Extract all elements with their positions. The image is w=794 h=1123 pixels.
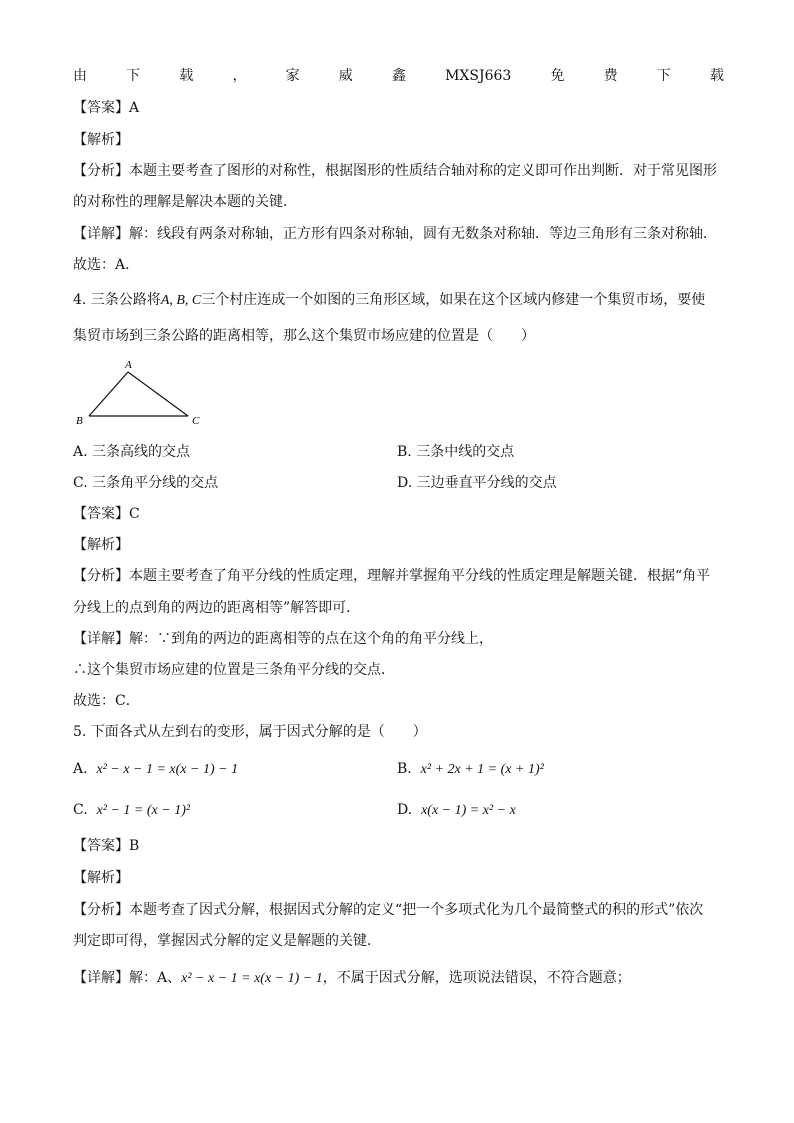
q4-xiangjie-line1: 【详解】解：∵到角的两边的距离相等的点在这个角的角平分线上，	[73, 631, 493, 647]
q4-stem-line2: 集贸市场到三条公路的距离相等，那么这个集贸市场应建的位置是（ ）	[73, 328, 535, 344]
q3-fenxi-line1: 【分析】本题主要考查了图形的对称性，根据图形的性质结合轴对称的定义即可作出判断．对于常见图形	[73, 163, 717, 179]
q5-fenxi-line2: 判定即可得，掌握因式分解的定义是解题的关键．	[73, 933, 381, 949]
q3-answer: 【答案】A	[73, 100, 140, 116]
header-char: 家	[285, 68, 300, 84]
q4-stem-suffix: 三个村庄连成一个如图的三角形区域，如果在这个区域内修建一个集贸市场，要使	[201, 292, 706, 308]
q5-option-d-label: D.	[397, 802, 413, 818]
header-char: 威	[338, 68, 353, 84]
header-watermark	[73, 66, 724, 86]
vertex-label-c: C	[192, 415, 200, 427]
q4-stem-line1	[73, 290, 724, 311]
q4-option-d: D. 三边垂直平分线的交点	[397, 475, 557, 491]
q4-stem-prefix: 4. 三条公路将	[73, 292, 161, 308]
q4-stem-math: A, B, C	[160, 293, 202, 308]
q5-option-c-expr: x² − 1 = (x − 1)²	[96, 803, 191, 818]
q5-option-d-expr: x(x − 1) = x² − x	[421, 803, 516, 818]
q4-xiangjie-line2: ∴这个集贸市场应建的位置是三条角平分线的交点．	[73, 662, 395, 678]
q5-option-c	[73, 800, 190, 821]
q4-option-a: A. 三条高线的交点	[73, 444, 191, 460]
q5-option-b-label: B.	[397, 761, 412, 777]
header-char: ，	[232, 68, 247, 84]
q4-jiexi: 【解析】	[73, 537, 129, 553]
q5-option-a	[73, 759, 238, 780]
q5-option-c-label: C.	[73, 802, 88, 818]
q3-choose: 故选：A．	[73, 257, 140, 273]
vertex-label-b: B	[76, 415, 83, 427]
q5-option-b	[397, 759, 544, 780]
q5-xiangjie-prefix: 【详解】解：A、	[73, 970, 182, 986]
vertex-label-a: A	[125, 359, 132, 371]
header-char: 载	[709, 68, 724, 84]
header-char: 由	[73, 68, 87, 84]
q5-option-b-expr: x² + 2x + 1 = (x + 1)²	[420, 762, 544, 777]
q5-xiangjie-expr: x² − x − 1 = x(x − 1) − 1	[181, 971, 323, 986]
q5-option-d	[397, 800, 516, 821]
header-char: 鑫	[391, 68, 406, 84]
q5-jiexi: 【解析】	[73, 870, 129, 886]
q4-choose: 故选：C．	[73, 693, 140, 709]
triangle-figure	[70, 356, 220, 434]
header-char: 免	[550, 68, 565, 84]
header-char: MXSJ663	[445, 68, 512, 84]
q3-xiangjie: 【详解】解：线段有两条对称轴，正方形有四条对称轴，圆有无数条对称轴．等边三角形有三条对称轴．	[73, 226, 717, 242]
q4-answer: 【答案】C	[73, 506, 140, 522]
header-char: 费	[603, 68, 618, 84]
q4-option-b: B. 三条中线的交点	[397, 444, 515, 460]
q4-option-c: C. 三条角平分线的交点	[73, 475, 219, 491]
q5-stem: 5. 下面各式从左到右的变形，属于因式分解的是（ ）	[73, 724, 427, 740]
q5-option-a-expr: x² − x − 1 = x(x − 1) − 1	[96, 762, 239, 777]
header-char: 下	[656, 68, 671, 84]
header-char: 下	[126, 68, 141, 84]
q5-xiangjie-suffix: ，不属于因式分解，选项说法错误，不符合题意；	[322, 970, 631, 986]
q5-option-a-label: A.	[73, 761, 88, 777]
q3-fenxi-line2: 的对称性的理解是解决本题的关键．	[73, 194, 297, 210]
q5-xiangjie	[73, 968, 724, 989]
q4-fenxi-line1: 【分析】本题主要考查了角平分线的性质定理，理解并掌握角平分线的性质定理是解题关键．根据“角平	[73, 568, 711, 584]
header-char: 载	[179, 68, 194, 84]
q5-answer: 【答案】B	[73, 838, 140, 854]
q5-fenxi-line1: 【分析】本题考查了因式分解，根据因式分解的定义“把一个多项式化为几个最简整式的积的形式”依次	[73, 902, 704, 918]
q3-jiexi: 【解析】	[73, 132, 129, 148]
q4-fenxi-line2: 分线上的点到角的两边的距离相等”解答即可．	[73, 600, 361, 616]
